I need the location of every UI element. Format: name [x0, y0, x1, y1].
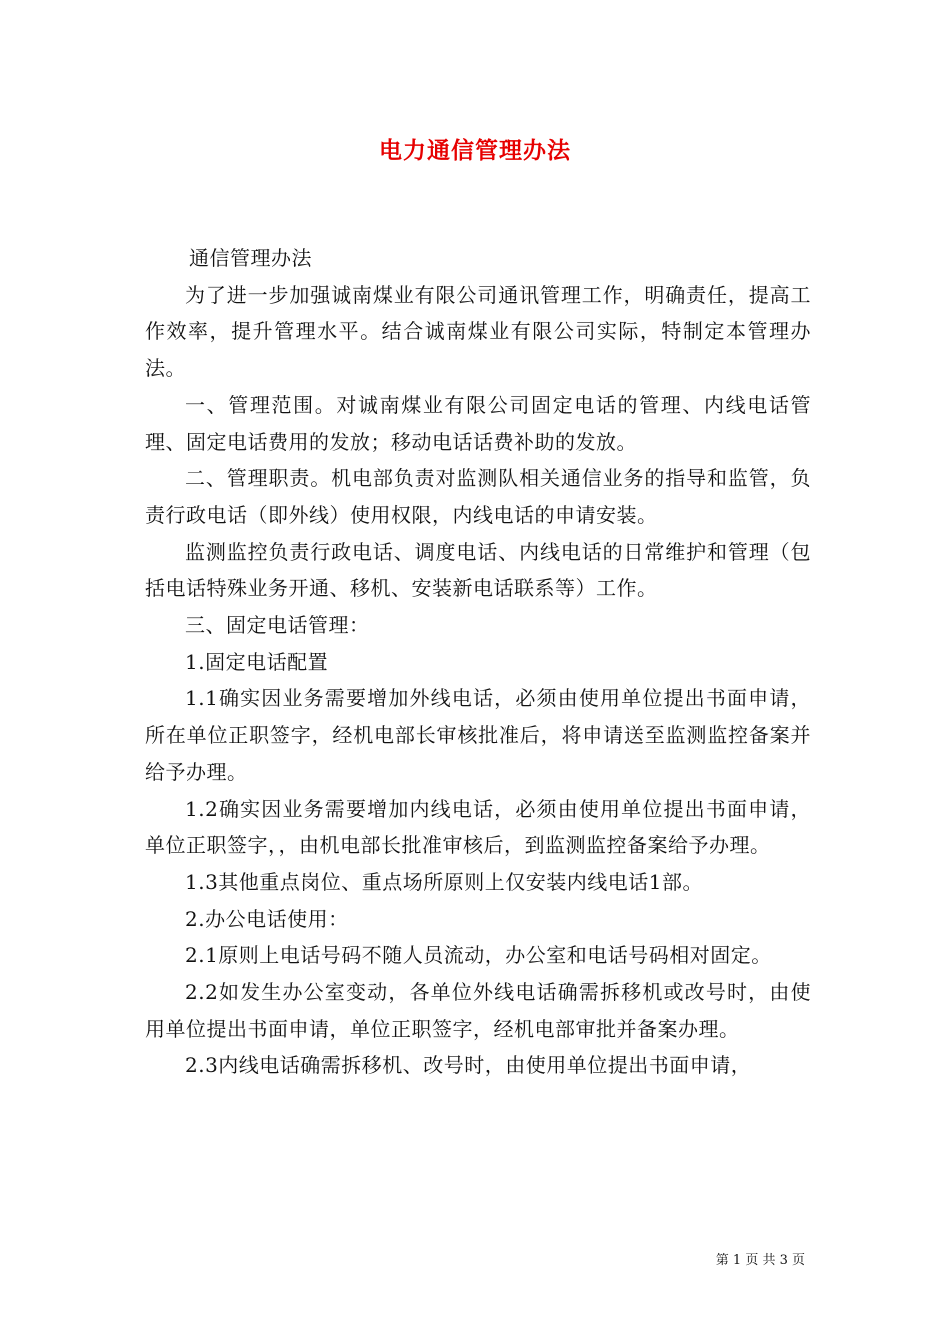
paragraph-duties: 二、管理职责。机电部负责对监测队相关通信业务的指导和监管，负责行政电话（即外线）使用权限，内线电话的申请安装。 — [145, 466, 811, 527]
paragraph-1-1: 1.1确实因业务需要增加外线电话，必须由使用单位提出书面申请，所在单位正职签字，经机电部长审核批准后，将申请送至监测监控备案并给予办理。 — [145, 686, 811, 784]
heading-phone-config: 1.固定电话配置 — [185, 649, 329, 674]
heading-office-phone: 2.办公电话使用： — [185, 906, 349, 931]
page-number: 第 1 页 共 3 页 — [715, 1253, 805, 1268]
paragraph-2-3: 2.3内线电话确需拆移机、改号时，由使用单位提出书面申请， — [185, 1053, 752, 1078]
paragraph-monitoring: 监测监控负责行政电话、调度电话、内线电话的日常维护和管理（包括电话特殊业务开通、移机、安装新电话联系等）工作。 — [145, 539, 811, 601]
paragraph-1-2: 1.2确实因业务需要增加内线电话，必须由使用单位提出书面申请，单位正职签字，，由机电部长批准审核后，到监测监控备案给予办理。 — [145, 796, 811, 858]
paragraph-intro: 为了进一步加强诚南煤业有限公司通讯管理工作，明确责任，提高工作效率，提升管理水平。结合诚南煤业有限公司实际，特制定本管理办法。 — [145, 282, 811, 381]
heading-fixed-phone: 三、固定电话管理： — [185, 613, 370, 638]
paragraph-2-1: 2.1原则上电话号码不随人员流动，办公室和电话号码相对固定。 — [185, 943, 772, 968]
paragraph-1-3: 1.3其他重点岗位、重点场所原则上仅安装内线电话1部。 — [185, 869, 704, 894]
section-heading: 通信管理办法 — [189, 246, 312, 270]
paragraph-2-2: 2.2如发生办公室变动，各单位外线电话确需拆移机或改号时，由使用单位提出书面申请，单位正职签字，经机电部审批并备案办理。 — [145, 980, 811, 1041]
document-title: 电力通信管理办法 — [379, 137, 571, 164]
document-body — [145, 240, 811, 1084]
paragraph-scope: 一、管理范围。对诚南煤业有限公司固定电话的管理、内线电话管理、固定电话费用的发放；移动电话话费补助的发放。 — [145, 392, 811, 454]
